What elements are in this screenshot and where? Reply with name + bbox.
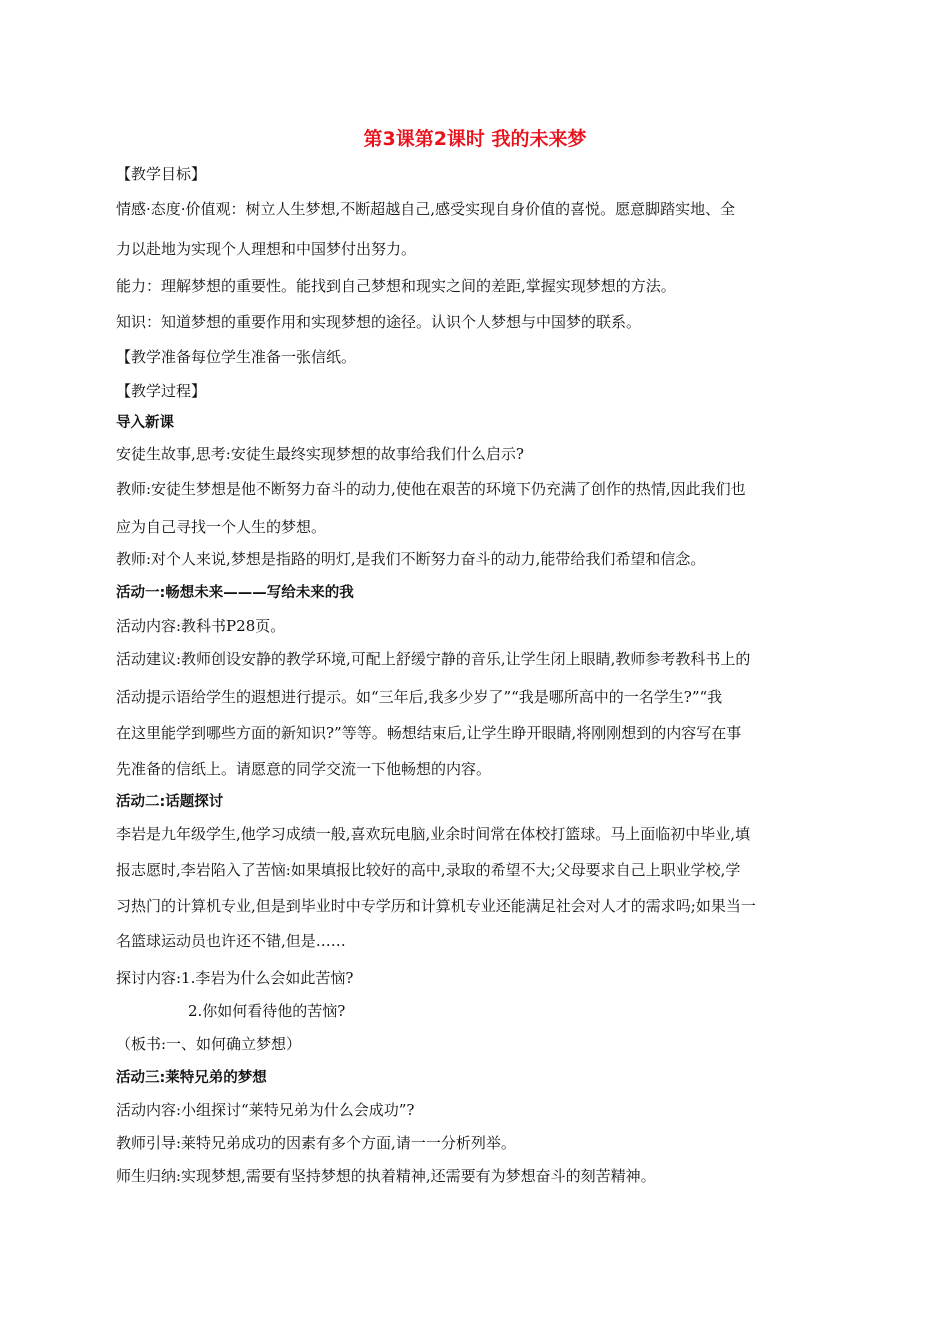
paragraph-line: 应为自己寻找一个人生的梦想。 [116,518,327,536]
discussion-item-2: 2.你如何看待他的苦恼? [188,1002,346,1020]
paragraph-line: 名篮球运动员也许还不错,但是…… [116,932,346,950]
paragraph-line: 安徒生故事,思考:安徒生最终实现梦想的故事给我们什么启示? [116,445,524,463]
paragraph-line: 活动内容:小组探讨“莱特兄弟为什么会成功”? [116,1101,415,1119]
paragraph-line: 师生归纳:实现梦想,需要有坚持梦想的执着精神,还需要有为梦想奋斗的刻苦精神。 [116,1167,656,1185]
paragraph-line: 教师:对个人来说,梦想是指路的明灯,是我们不断努力奋斗的动力,能带给我们希望和信念。 [116,550,706,568]
paragraph-line: 知识：知道梦想的重要作用和实现梦想的途径。认识个人梦想与中国梦的联系。 [116,313,642,331]
paragraph-line: 报志愿时,李岩陷入了苦恼:如果填报比较好的高中,录取的希望不大;父母要求自己上职业学校,学 [116,861,741,879]
paragraph-line: 教师引导:莱特兄弟成功的因素有多个方面,请一一分析列举。 [116,1134,516,1152]
section-heading-objectives: 【教学目标】 [116,165,207,183]
subheading-activity-3: 活动三:莱特兄弟的梦想 [116,1070,267,1086]
board-note: （板书:一、如何确立梦想） [116,1035,302,1053]
section-heading-preparation: 【教学准备每位学生准备一张信纸。 [116,348,357,366]
paragraph-line: 先准备的信纸上。请愿意的同学交流一下他畅想的内容。 [116,760,492,778]
paragraph-line: 李岩是九年级学生,他学习成绩一般,喜欢玩电脑,业余时间常在体校打篮球。马上面临初中毕业,填 [116,825,751,843]
paragraph-line: 教师:安徒生梦想是他不断努力奋斗的动力,使他在艰苦的环境下仍充满了创作的热情,因此我们也 [116,480,746,498]
paragraph-line: 情感·态度·价值观：树立人生梦想,不断超越自己,感受实现自身价值的喜悦。愿意脚踏实地、全 [116,200,736,218]
paragraph-line: 力以赴地为实现个人理想和中国梦付出努力。 [116,240,417,258]
paragraph-line: 在这里能学到哪些方面的新知识?”等等。畅想结束后,让学生睁开眼睛,将刚刚想到的内容写在事 [116,724,742,742]
discussion-item-1: 探讨内容:1.李岩为什么会如此苦恼? [116,969,354,987]
section-heading-process: 【教学过程】 [116,382,207,400]
paragraph-line: 能力：理解梦想的重要性。能找到自己梦想和现实之间的差距,掌握实现梦想的方法。 [116,277,676,295]
subheading-activity-2: 活动二:话题探讨 [116,794,224,810]
subheading-intro: 导入新课 [116,415,174,431]
document-title: 第3课第2课时 我的未来梦 [363,128,587,150]
paragraph-line: 活动内容:教科书P28页。 [116,617,286,635]
paragraph-line: 习热门的计算机专业,但是到毕业时中专学历和计算机专业还能满足社会对人才的需求吗;如果当一 [116,897,756,915]
paragraph-line: 活动提示语给学生的遐想进行提示。如“三年后,我多少岁了”“我是哪所高中的一名学生?”“我 [116,688,723,706]
subheading-activity-1: 活动一:畅想未来———写给未来的我 [116,585,354,601]
paragraph-line: 活动建议:教师创设安静的教学环境,可配上舒缓宁静的音乐,让学生闭上眼睛,教师参考教科书上的 [116,650,751,668]
